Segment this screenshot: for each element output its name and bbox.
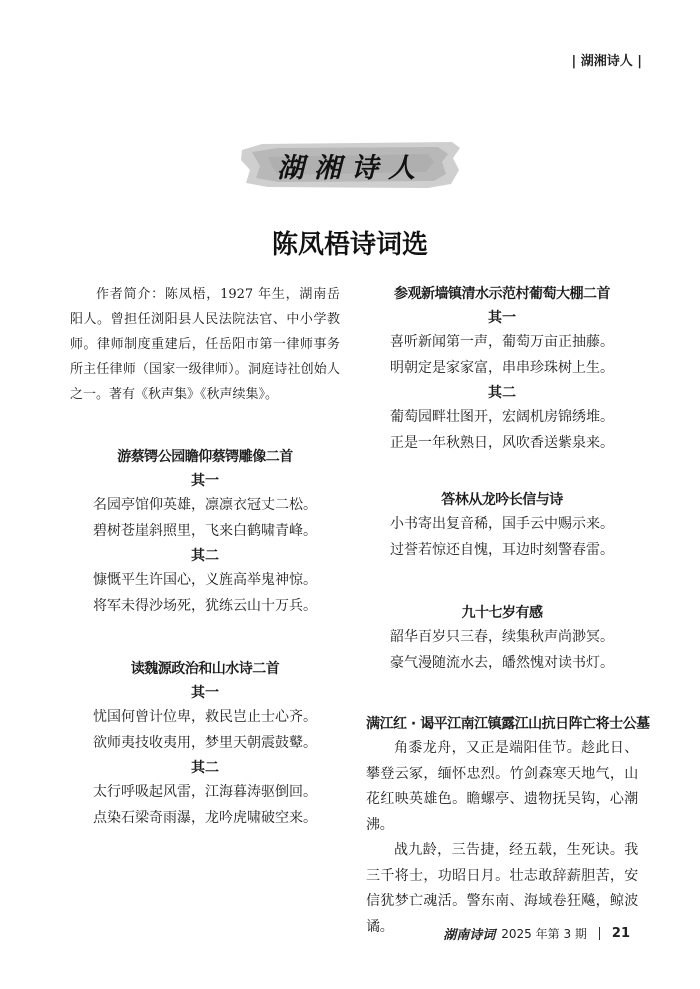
poem-title: 读魏源政治和山水诗二首 [130,661,280,677]
poem-line: 韶华百岁只三春，续集秋声尚渺冥。 [390,629,614,645]
poem-stanza: 角黍龙舟，又正是端阳佳节。趁此日、攀登云冢，缅怀忠烈。竹剑森寒天地气，山花红映英雄色。瞻螺亭、遗物抚吴钩，心潮沸。 [366,740,638,833]
author-intro-text: 作者简介：陈凤梧，1927 年生，湖南岳阳人。曾担任浏阳县人民法院法官、中小学教师。律师制度重建后，任岳阳市第一律师事务所主任律师（国家一级律师）。洞庭诗社创始人之一。著有《秋声集》《秋声续集》。 [70,287,340,402]
poem-title: 游蔡锷公园瞻仰蔡锷雕像二首 [117,449,293,465]
poem-part-label: 其一 [191,473,219,489]
poem-line: 将军未得沙场死，犹练云山十万兵。 [93,597,317,614]
poem-part-label: 其二 [488,385,516,401]
poem-line: 豪气漫随流水去，皤然愧对读书灯。 [390,654,614,671]
poem-title: 九十七岁有感 [461,605,543,621]
poem-line: 慷慨平生许国心，义旌高举鬼神惊。 [93,572,317,588]
poem-line: 太行呼吸起风雷，江海暮涛驱倒回。 [93,784,317,800]
poem-line: 正是一年秋熟日，风吹香送紫泉来。 [390,434,614,451]
poem-grape-greenhouse [366,282,638,456]
poem-line: 碧树苍崖斜照里，飞来白鹤啸青峰。 [93,522,317,539]
poem-part-label: 其二 [191,760,219,776]
poem-ninety-seven [366,601,638,676]
left-column [70,282,340,831]
poem-line: 忧国何曾计位卑，救民岂止士心齐。 [93,709,317,725]
poem-line: 小书寄出复音稀，国手云中赐示来。 [390,516,614,532]
section-banner [238,140,464,190]
author-intro [70,282,340,407]
poem-line: 葡萄园畔壮图开，宏阔机房锦绣堆。 [390,409,614,425]
poem-reply-lin [366,488,638,563]
footer-divider [599,927,600,940]
poem-line: 欲师夷技收夷用，梦里天朝震鼓鼙。 [93,734,317,751]
poem-wei-yuan [70,657,340,831]
section-tag: | 湖湘诗人 | [571,54,642,69]
poem-line: 名园亭馆仰英雄，凛凛衣冠丈二松。 [93,497,317,513]
poem-title: 参观新墙镇清水示范村葡萄大棚二首 [394,286,610,302]
poem-line: 喜听新闻第一声，葡萄万亩正抽藤。 [390,334,614,350]
poem-man-jiang-hong [366,712,650,940]
right-column [366,282,650,940]
page-footer [443,924,630,943]
page-title: 陈凤梧诗词选 [271,230,428,260]
poem-cai-e-park [70,445,340,619]
poem-part-label: 其二 [191,548,219,564]
poem-line: 点染石梁奇雨瀑，龙吟虎啸破空来。 [93,809,317,826]
poem-part-label: 其一 [488,310,516,326]
poem-title: 满江红 · 谒平江南江镇露江山抗日阵亡将士公墓 [366,716,650,732]
banner-title: 湖湘诗人 [277,152,425,184]
page-number: 21 [611,926,630,941]
issue-label: 2025 年第 3 期 [501,927,587,941]
magazine-name: 湖南诗词 [443,928,496,943]
poem-line: 过誉若惊还自愧，耳边时刻警春雷。 [390,541,614,558]
poem-part-label: 其一 [191,685,219,701]
poem-line: 明朝定是家家富，串串珍珠树上生。 [390,359,614,376]
poem-stanza: 战九龄，三告捷，经五载，生死诀。我三千将士，功昭日月。壮志敢辞薪胆苦，安信犹梦亡魂活。警东南、海域卷狂飚，鲸波谲。 [366,842,638,935]
poem-title: 答林从龙吟长信与诗 [441,492,563,508]
